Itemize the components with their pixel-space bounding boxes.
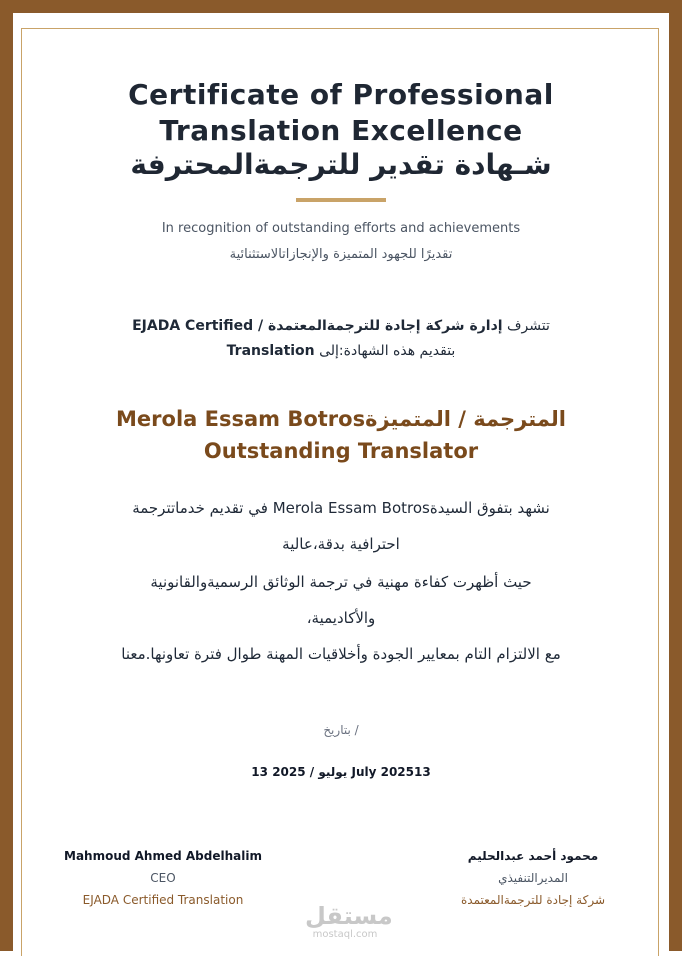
intro-line-1 [13,318,669,334]
date-label: / بتاريخ [323,723,359,737]
intro-company: إدارة شركة إجادة للترجمةالمعتمدة / EJADA Certified [132,318,503,334]
body-line-1: نشهد بتفوق السيدةMerola Essam Botros في تقديم خدماتترجمة [132,499,550,517]
intro-line-2 [13,343,669,359]
signature-right [413,847,653,911]
mostaql-watermark [305,902,393,941]
title-english-line1: Certificate of Professional [128,78,554,111]
recognition-arabic: تقديرًا للجهود المتميزة والإنجازاتالاستثنائية [229,247,453,262]
company-name-en: EJADA Certified Translation [82,893,244,907]
signatory-name-en: Mahmoud Ahmed Abdelhalim [64,849,262,863]
body-line-3: حيث أظهرت كفاءة مهنية في ترجمة الوثائق الرسميةوالقانونية [150,573,532,591]
title-english-line2: Translation Excellence [159,114,523,147]
signature-left [43,847,283,911]
signatory-role-ar: المديرالتنفيذي [498,871,568,885]
body-line-2: احترافية بدقة،عالية [282,535,400,553]
watermark-arabic: مستقل [305,902,393,930]
intro-translation: Translation [226,343,315,359]
title-arabic: شـهادة تقدير للترجمةالمحترفة [130,148,552,181]
certificate-paper [13,13,669,951]
signatory-name-ar: محمود أحمد عبدالحليم [467,849,599,863]
recipient-title: Outstanding Translator [203,439,479,463]
recognition-english: In recognition of outstanding efforts and achievements [161,221,521,236]
watermark-english: mostaql.com [312,929,378,940]
recipient-name: المترجمة / المتميزةMerola Essam Botros [116,407,566,431]
body-line-5: مع الالتزام التام بمعايير الجودة وأخلاقيات المهنة طوال فترة تعاونها.معنا [121,645,561,663]
body-line-4: والأكاديمية، [306,609,376,627]
company-name-ar: شركة إجادة للترجمةالمعتمدة [460,893,605,907]
title-english [13,77,669,149]
gold-divider [296,198,386,202]
date-value: 13 يوليو / 2025 July 202513 [251,765,431,779]
intro-rest: بتقديم هذه الشهادة:إلى [319,343,456,359]
signatory-role-en: CEO [150,871,176,885]
intro-prefix: تتشرف [502,318,550,334]
